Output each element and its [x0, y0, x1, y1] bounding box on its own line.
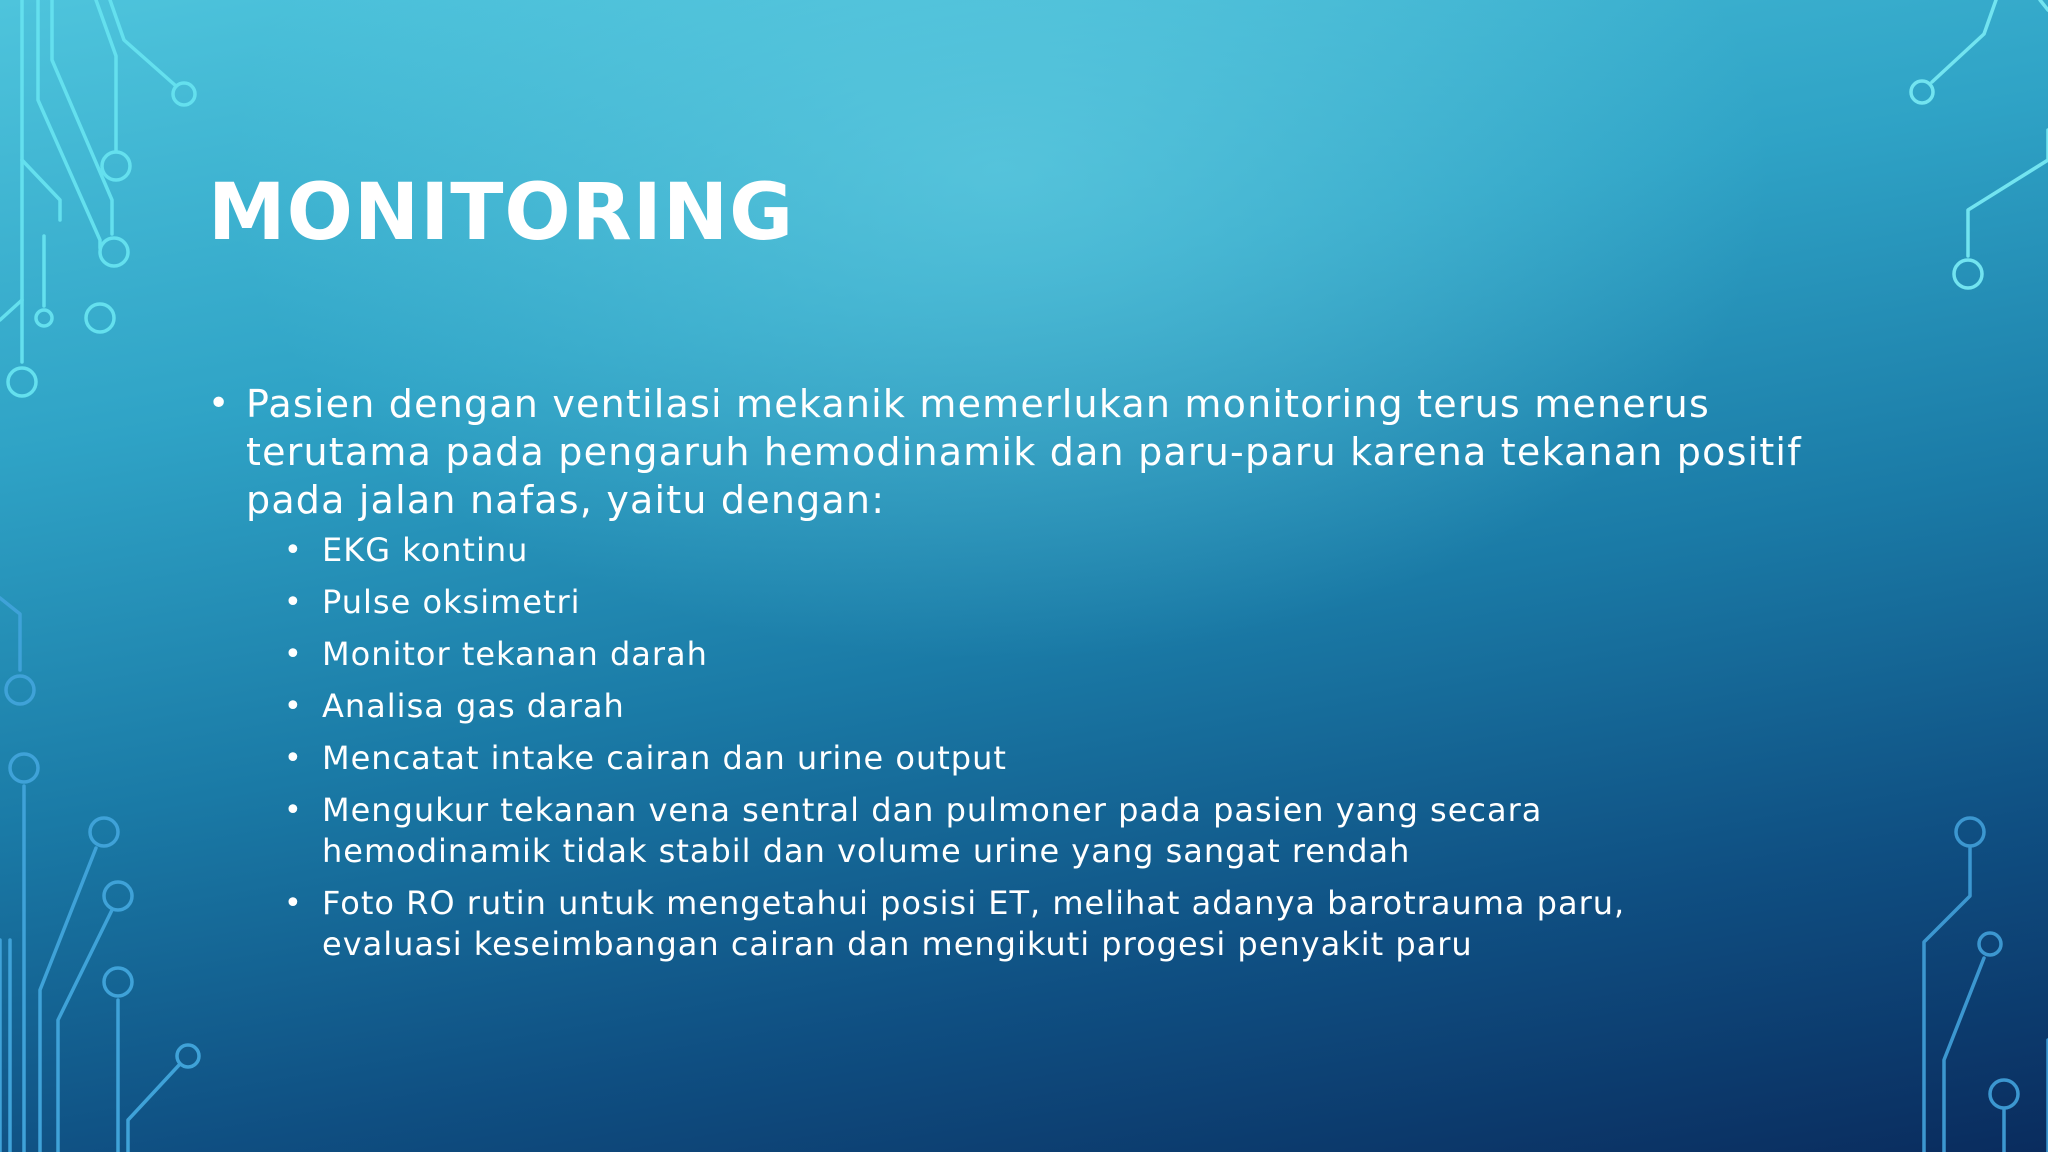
sub-bullet-fluid-intake: • Mencatat intake cairan dan urine output	[284, 738, 1762, 779]
circuit-bottom-right	[1924, 818, 2048, 1152]
main-bullet	[208, 380, 1806, 965]
circuit-top-left	[0, 0, 195, 396]
sub-bullet-list	[246, 530, 1806, 965]
sub-bullet-blood-gas: • Analisa gas darah	[284, 686, 1762, 727]
slide-title: MONITORING	[208, 168, 795, 258]
circuit-bottom-left	[0, 598, 199, 1152]
slide-body	[208, 380, 1848, 976]
sub-bullet-blood-pressure: • Monitor tekanan darah	[284, 634, 1762, 675]
main-bullet-text: Pasien dengan ventilasi mekanik memerlukan monitoring terus menerus terutama pada pengaruh hemodinamik dan paru-paru karena tekanan positif pada jalan nafas, yaitu dengan:	[246, 382, 1802, 522]
sub-bullet-central-venous-pressure: • Mengukur tekanan vena sentral dan pulmoner pada pasien yang secara hemodinamik tidak stabil dan volume urine yang sangat rendah	[284, 790, 1762, 872]
main-bullet-list	[208, 380, 1848, 965]
circuit-top-right	[1911, 0, 2048, 288]
sub-bullet-ekg: • EKG kontinu	[284, 530, 1762, 571]
sub-bullet-chest-xray: • Foto RO rutin untuk mengetahui posisi ET, melihat adanya barotrauma paru, evaluasi keseimbangan cairan dan mengikuti progesi penyakit paru	[284, 883, 1762, 965]
sub-bullet-pulse-oximetry: • Pulse oksimetri	[284, 582, 1762, 623]
